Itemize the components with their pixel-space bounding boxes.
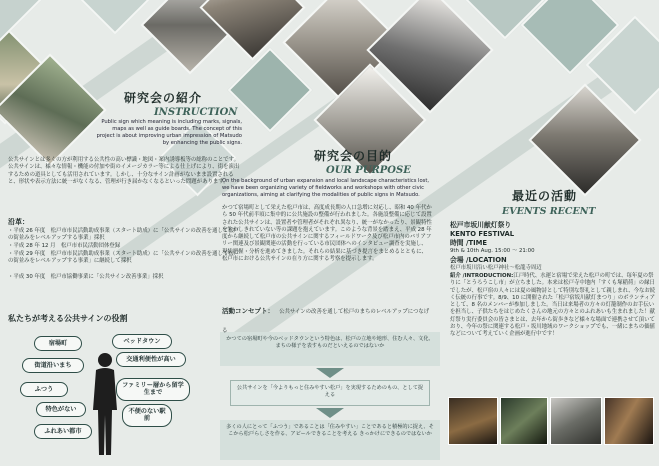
purpose-body-en: On the background of urban expansion and local landscape characteristics lost, we have been organizing variety of fieldworks and workshops with other civic organizations, aiming at clarifying the modalities of public signs in Matsudo. xyxy=(222,178,430,198)
flow-box-2: 公共サインを「今よりもっと住みやすい松戸」を実現するためのもの、として捉える xyxy=(230,380,430,406)
history-item: ・平成 26 年度 松戸市市民活動助成事業（スタート助成）に「公共サインの改善を通して松戸の街並みをレベルアップする事業」採択 xyxy=(8,228,239,242)
intro-title: 研究会の紹介 xyxy=(124,91,203,105)
role-bubble: ふつう xyxy=(20,382,68,397)
person-silhouette-icon xyxy=(90,350,120,460)
concept-label: 活動コンセプト： xyxy=(222,307,274,315)
intro-body-jp: 公共サインとは多くの方が利用する公共性の高い標識・地図・案内誘導板等の総称のことです。公共サインは、様々な情報・機能の付加や街のイメージカラー等による仕上げにより、街を演出するための道具としても活用されています。しかし、十分なサイン計画がないまま設置されると、形状や表示方法に統一がなくなる、管理が行き届かなくなるといった問題があります。 xyxy=(8,157,240,185)
role-bubble: 交通利便性が高い xyxy=(116,352,186,367)
role-diagram xyxy=(4,326,214,462)
purpose-title: 研究会の目的 xyxy=(314,149,393,163)
time-label: 時間 /TIME xyxy=(450,239,488,247)
event-photo xyxy=(550,397,602,445)
recent-title-en: EVENTS RECENT xyxy=(502,206,596,217)
role-bubble: 特色がない xyxy=(36,402,86,417)
concept-text: 公共サインの改善を通して松戸のまちのレベルアップにつなげる xyxy=(222,309,430,334)
role-bubble: 宿場町 xyxy=(34,336,82,351)
role-bubble: 不便のない駅前 xyxy=(122,404,172,427)
concept-flow xyxy=(220,332,440,462)
event-venue: 松戸市坂川沿い松戸神社～松龍寺周辺 xyxy=(450,265,542,271)
role-bubble: ベッドタウン xyxy=(112,334,172,349)
intro-title-en: INSTRUCTION xyxy=(154,107,238,118)
event-photos xyxy=(448,395,656,463)
event-photo xyxy=(448,397,498,445)
role-bubble: ふれあい都市 xyxy=(34,424,92,439)
purpose-title-en: OUR PURPOSE xyxy=(326,165,411,176)
role-title: 私たちが考える公共サインの役割 xyxy=(8,314,128,323)
history-item: ・平成 30 年度 松戸市協働事業に「公共サイン改善事業」採択 xyxy=(8,274,164,280)
recent-title: 最近の活動 xyxy=(512,189,578,203)
event-photo xyxy=(604,397,654,445)
event-photo xyxy=(500,397,548,445)
intro-text: 江戸時代、水運と宿場で栄えた松戸の町では、毎年夏の祭りに「とうろうこし市」が立ちました。本来は松戸寺中地内「すくも塚稲荷」の縁日でしたが、松戸宿の人々には夏の風物詩として特別な祭礼として親しまれ、今なお続く伝統の行事です。8/9、10 に開催された「松戸宿坂川献灯まつり」のボランティアとして、8 名のメンバーが参加しました。当日は来場者の方々の灯籠制作のお手伝いを担当し、子供たちをはじめたくさんの地元の方々とのふれあいも生まれました！献灯祭り実行委員会の皆さまとは、去年から街歩きなど様々な場面で連携させて頂いており、今年の祭に関連する松戸・坂川地域のワークショップでも、一緒にまちの価値などについて考えていく企画が進行中です！ xyxy=(450,273,656,338)
flow-box-3: 多くの人にとって「ふつう」であることは「住みやすい」ことであると積極的に捉え、そこから松戸らしさを作る、アピールできることを考える きっかけにできるのではないか xyxy=(220,420,440,460)
event-name-en: KENTO FESTIVAL xyxy=(450,230,515,238)
history-item: ・平成 28 年 12 月 松戸市市民活動団体登録 xyxy=(8,243,121,249)
flow-box-1: かつての宿場町や今のベッドタウンという特色は、松戸の立地や地形、住む人々、文化、まちの様子を表すものだといえるのではないか xyxy=(220,332,440,366)
intro-label: 紹介 /INTRODUCTION: xyxy=(450,273,514,279)
purpose-body-jp: かつて宿場町として栄えた松戸市は、高度成長期の人口急増に対応し、昭和 40 年代から 50 年代前半頃に集中的に公共施設の整備が行われました。各施設整備に応じて設置された公共サインは、設置者や管理者がそれぞれ異なり、統一がなかったり、景観特性を生かしきれていない等の課題を抱えています。このような背景を踏まえ、平成 28 年度から継続して松戸市の公共サインに関するフィールドワーク及び松戸市内のバリアフリー関連及び景観関連の活動を行っている市民団体へのインタビュー調査を実施し、現状把握・分析を進めてきました。それらの結果に基づき提言をまとめるとともに、松戸市における公共サインの在り方に関する考察を提示します。 xyxy=(222,205,432,263)
role-bubble: 街道沿いまち xyxy=(22,358,84,373)
concept-row xyxy=(222,298,432,336)
event-name: 松戸市坂川献灯祭り xyxy=(450,221,512,229)
arrow-down-icon xyxy=(316,368,344,378)
intro-body-en: Public sign which meaning is including marks, signals, maps as well as guide boards. The concept of this project is about improving urban impression of Matsudo by enhancing the public signs. xyxy=(96,119,242,146)
venue-label: 会場 /LOCATION xyxy=(450,256,507,264)
role-bubble: ファミリー層から留学生まで xyxy=(116,378,190,401)
event-time: 9th & 10th Aug. 15:00 ～ 21:00 xyxy=(450,248,535,254)
arrow-down-icon xyxy=(316,408,344,418)
event-intro xyxy=(450,273,656,339)
history-item: ・平成 29 年度 松戸市市民活動助成事業（スタート助成）に「公共サインの改善を通して松戸の街並みをレベルアップする事業」に継続して採択 xyxy=(8,251,239,265)
history-label: 沿革： xyxy=(8,218,29,226)
